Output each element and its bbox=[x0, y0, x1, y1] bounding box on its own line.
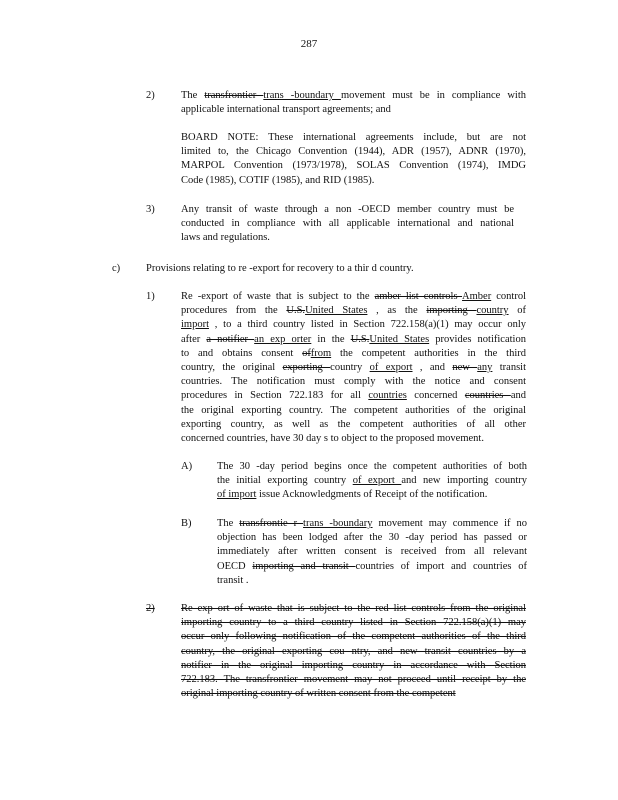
struck-text: new bbox=[452, 362, 478, 374]
text-line: The 30 -day period begins once the competent authorities of both bbox=[217, 461, 527, 472]
item-B-text bbox=[217, 517, 527, 588]
text-line: exporting country, as well as the competent authorities of all other bbox=[181, 418, 526, 430]
struck-text: original importing country of written consent from the competent bbox=[181, 688, 456, 700]
text-line: BOARD NOTE: These international agreements include, but are not bbox=[181, 132, 526, 143]
text-line: Re -export of waste that is subject to the amber list controls Amber control bbox=[181, 291, 526, 302]
text-line bbox=[181, 616, 526, 630]
text-line: countries. The notification must comply with the notice and consent bbox=[181, 376, 526, 388]
inserted-text: from bbox=[310, 347, 332, 359]
struck-text: occur only following notification of the competent authorities of the third bbox=[181, 631, 526, 643]
inserted-text: country bbox=[476, 305, 509, 317]
text-line: laws and regulations. bbox=[181, 232, 270, 244]
struck-text: Re exp ort of waste that is subject to the red list controls from the original bbox=[181, 603, 526, 614]
text-line: transit . bbox=[217, 574, 249, 586]
list-marker-2: 2) bbox=[146, 90, 155, 101]
text-line: objection has been lodged after the 30 -day period has passed or bbox=[217, 532, 527, 544]
text-line: procedures in Section 722.183 for all countries concerned countries and bbox=[181, 390, 527, 402]
text-line bbox=[181, 687, 526, 701]
struck-text: importing and transit bbox=[252, 560, 356, 572]
text-line: The transfrontie r trans -boundary movement may commence if no bbox=[217, 518, 527, 529]
text-line bbox=[181, 645, 526, 659]
struck-text: countries bbox=[464, 390, 511, 402]
inserted-text: import bbox=[181, 319, 209, 331]
text-line bbox=[181, 630, 526, 644]
inserted-text: trans -boundary bbox=[303, 518, 373, 529]
inserted-text: countries bbox=[368, 390, 407, 402]
text-line: applicable international transport agreements; and bbox=[181, 104, 391, 116]
list-marker-c1: 1) bbox=[146, 291, 155, 302]
text-line bbox=[181, 673, 526, 687]
board-note bbox=[181, 131, 526, 188]
inserted-text: trans -boundary bbox=[263, 90, 341, 101]
list-marker-c2: 2) bbox=[146, 603, 155, 614]
struck-text: importing bbox=[426, 305, 477, 317]
text-line bbox=[181, 659, 526, 673]
text-line: MARPOL Convention (1973/1978), SOLAS Convention (1974), IMDG bbox=[181, 160, 526, 172]
struck-text: importing country to a third country listed in Section 722.158(a)(1) may bbox=[181, 617, 526, 629]
text-line: OECD importing and transit countries of import and countries of bbox=[217, 560, 527, 572]
item-3-text bbox=[181, 203, 514, 246]
struck-text: transfrontie r bbox=[239, 518, 304, 529]
item-2-text bbox=[181, 89, 526, 117]
section-c-heading: Provisions relating to re -export for recovery to a thir d country. bbox=[146, 263, 414, 274]
struck-text: U.S. bbox=[350, 333, 370, 345]
inserted-text: of export bbox=[352, 475, 402, 487]
text-line: conducted in compliance with all applicable international and national bbox=[181, 218, 514, 230]
struck-text: a notifier bbox=[206, 333, 255, 345]
page-number: 287 bbox=[300, 38, 318, 50]
item-A-text bbox=[217, 460, 527, 503]
text-line: limited to, the Chicago Convention (1944), ADR (1957), ADNR (1970), bbox=[181, 146, 526, 158]
inserted-text: any bbox=[477, 362, 493, 374]
list-marker-c: c) bbox=[112, 263, 121, 274]
text-line: procedures from the U.S.United States , as the importing country of bbox=[181, 305, 526, 317]
list-marker-B: B) bbox=[181, 518, 192, 529]
list-marker-3: 3) bbox=[146, 204, 155, 215]
text-line: Code (1985), COTIF (1985), and RID (1985). bbox=[181, 174, 375, 186]
inserted-text: an exp orter bbox=[254, 333, 312, 345]
text-line: after a notifier an exp orter in the U.S.United States provides notification bbox=[181, 333, 526, 345]
text-line: The transfrontier trans -boundary movement must be in compliance with bbox=[181, 90, 526, 101]
inserted-text: of export bbox=[369, 362, 413, 374]
inserted-text: United States bbox=[305, 305, 368, 317]
item-c1-text bbox=[181, 290, 526, 446]
struck-text: amber list controls bbox=[374, 291, 463, 302]
struck-text: exporting bbox=[282, 362, 331, 374]
text-line: country, the original exporting country of export , and new any transit bbox=[181, 362, 526, 374]
inserted-text: Amber bbox=[462, 291, 492, 302]
text-line bbox=[181, 602, 526, 616]
text-line: of import issue Acknowledgments of Receipt of the notification. bbox=[217, 489, 488, 501]
text-line: the original exporting country. The competent authorities of the original bbox=[181, 404, 526, 416]
struck-text: transfrontier bbox=[204, 90, 264, 101]
text-line: to and obtains consent offrom the competent authorities in the third bbox=[181, 347, 527, 359]
struck-text: 722.183. The transfrontier movement may not proceed until receipt by the bbox=[181, 674, 526, 686]
text-line: Any transit of waste through a non -OECD member country must be bbox=[181, 204, 514, 215]
item-c2-text bbox=[181, 602, 526, 701]
text-line: the initial exporting country of export and new importing country bbox=[217, 475, 527, 487]
inserted-text: United States bbox=[369, 333, 430, 345]
struck-text: notifier in the original importing country in accordance with Section bbox=[181, 659, 526, 671]
struck-text: U.S. bbox=[286, 305, 306, 317]
text-line: immediately after written consent is received from all relevant bbox=[217, 546, 527, 558]
text-line: import , to a third country listed in Section 722.158(a)(1) may occur only bbox=[181, 319, 526, 331]
list-marker-A: A) bbox=[181, 461, 193, 472]
struck-text: country, the original exporting cou ntry, and new transit countries by a bbox=[181, 645, 526, 657]
struck-text: of bbox=[302, 347, 311, 359]
inserted-text: of import bbox=[217, 489, 257, 501]
text-line: concerned countries, have 30 day s to object to the proposed movement. bbox=[181, 433, 484, 445]
